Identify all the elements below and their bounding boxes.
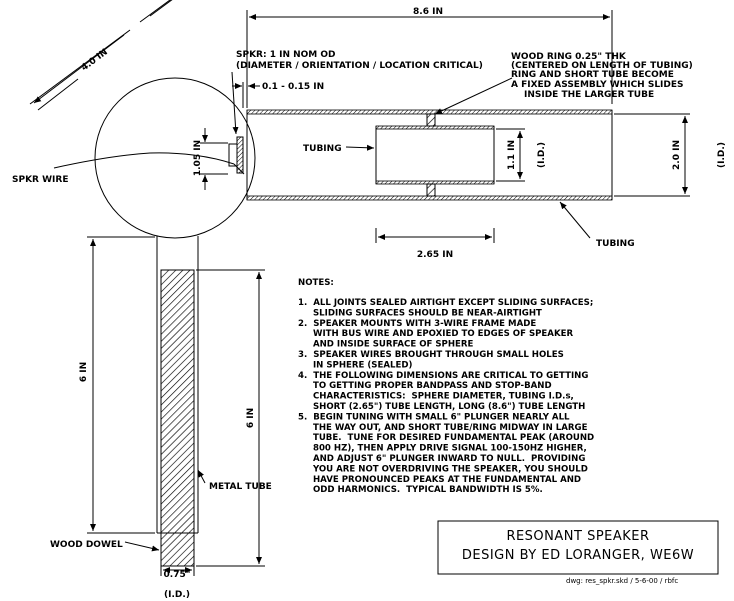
label-gap: 0.1 - 0.15 IN (262, 82, 325, 92)
label-spkr-wire: SPKR WIRE (12, 175, 69, 185)
dim-sphere-diameter (30, 0, 200, 110)
title-block (438, 521, 718, 574)
note-line: THE WAY OUT, AND SHORT TUBE/RING MIDWAY IN LARGE (298, 422, 588, 433)
label-id-inner: (I.D.) (537, 142, 547, 168)
title-line-1: RESONANT SPEAKER (506, 529, 650, 544)
dim-gap (232, 82, 260, 108)
wood-dowel (161, 270, 194, 566)
label-spkr-note: (DIAMETER / ORIENTATION / LOCATION CRITICAL) (236, 61, 483, 71)
speaker-wire (54, 153, 234, 168)
note-line: 4. THE FOLLOWING DIMENSIONS ARE CRITICAL TO GETTING (298, 370, 589, 381)
label-metal-tube: METAL TUBE (209, 482, 272, 492)
dim-6-left (87, 237, 155, 533)
title-line-2: DESIGN BY ED LORANGER, WE6W (461, 548, 695, 563)
label-spkr: SPKR: 1 IN NOM OD (236, 50, 336, 60)
label-wood-ring-1: WOOD RING 0.25" THK (511, 52, 626, 62)
note-line: 5. BEGIN TUNING WITH SMALL 6" PLUNGER NEARLY ALL (298, 412, 570, 423)
leader-tubing-inner (346, 147, 374, 148)
note-line: 3. SPEAKER WIRES BROUGHT THROUGH SMALL HOLES (298, 350, 564, 360)
note-line: 800 HZ), THEN APPLY DRIVE SIGNAL 100-150HZ HIGHER, (298, 443, 587, 454)
label-dim-105: 1.05 IN (193, 139, 203, 177)
note-line: AND INSIDE SURFACE OF SPHERE (298, 339, 474, 350)
note-line: ODD HARMONICS. TYPICAL BANDWIDTH IS 5%. (298, 485, 543, 496)
note-line: SHORT (2.65") TUBE LENGTH, LONG (8.6") TUBE LENGTH (298, 402, 586, 412)
leader-wood-dowel (125, 542, 159, 550)
sphere (95, 78, 255, 238)
note-line: SLIDING SURFACES SHOULD BE NEAR-AIRTIGHT (298, 308, 542, 319)
label-id-outer: (I.D.) (717, 142, 727, 168)
label-dim-265: 2.65 IN (416, 250, 454, 260)
label-dim-075: 0.75" (163, 570, 191, 580)
note-line: IN SPHERE (SEALED) (298, 360, 413, 371)
drawing-ref: dwg: res_spkr.skd / 5-6-00 / rbfc (566, 577, 679, 585)
note-line: HAVE PRONOUNCED PEAKS AT THE FUNDAMENTAL AND (298, 474, 582, 485)
label-dim-6-right: 6 IN (246, 407, 256, 429)
label-dim-20: 2.0 IN (672, 140, 682, 170)
leader-tubing-outer (560, 202, 590, 238)
wood-ring (427, 114, 435, 196)
label-wood-ring-2: (CENTERED ON LENGTH OF TUBING) (511, 61, 693, 71)
dim-105 (200, 128, 228, 190)
label-wood-ring-5: INSIDE THE LARGER TUBE (524, 90, 655, 100)
label-dim-11: 1.1 IN (507, 140, 517, 170)
label-sphere-diameter: 4.0 IN (79, 47, 110, 74)
note-line: 1. ALL JOINTS SEALED AIRTIGHT EXCEPT SLIDING SURFACES; (298, 298, 594, 308)
dim-265 (376, 228, 494, 243)
label-id-dowel: (I.D.) (164, 590, 190, 600)
note-line: TUBE. TUNE FOR DESIRED FUNDAMENTAL PEAK (AROUND (298, 433, 595, 444)
note-line: TO GETTING PROPER BANDPASS AND STOP-BAND (298, 381, 552, 392)
label-tubing-inner: TUBING (303, 144, 342, 154)
note-line: AND ADJUST 6" PLUNGER INWARD TO NULL. PROVIDING (298, 454, 586, 464)
label-wood-ring-3: RING AND SHORT TUBE BECOME (511, 70, 674, 80)
short-tube (376, 126, 494, 184)
note-line: YOU ARE NOT OVERDRIVING THE SPEAKER, YOU SHOULD (298, 464, 588, 475)
speaker (229, 137, 243, 173)
label-overall-length: 8.6 IN (413, 7, 443, 17)
notes-heading: NOTES: (298, 278, 334, 288)
label-wood-ring-4: A FIXED ASSEMBLY WHICH SLIDES (511, 80, 684, 90)
label-wood-dowel: WOOD DOWEL (50, 540, 123, 550)
leader-wood-ring (435, 78, 512, 114)
notes-block (298, 278, 594, 495)
leader-metal-tube (198, 470, 205, 483)
note-line: WITH BUS WIRE AND EPOXIED TO EDGES OF SPEAKER (298, 329, 574, 340)
note-line: 2. SPEAKER MOUNTS WITH 3-WIRE FRAME MADE (298, 318, 537, 329)
note-line: CHARACTERISTICS: SPHERE DIAMETER, TUBING I.D.s, (298, 391, 574, 402)
label-dim-6-left: 6 IN (79, 361, 89, 383)
label-tubing-outer: TUBING (596, 239, 635, 249)
